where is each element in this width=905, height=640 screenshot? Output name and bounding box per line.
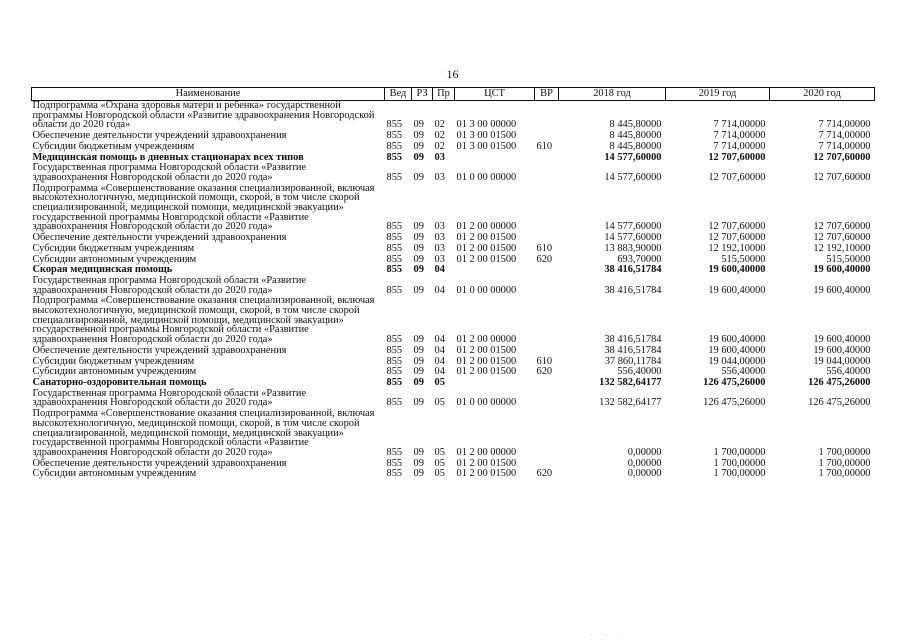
cell-name: Подпрограмма «Совершенствование оказания специализированной, включая высокотехнологичную, медицинской помощи, скорой, в том числе скорой специализированной, медицинской помощи, медицинской эвакуации» государственной программы Новгородской области «Развитие здравоохранения Новгородской области до 2020 года» xyxy=(32,408,375,458)
cell-pr: 04 xyxy=(434,366,445,378)
cell-ved: 855 xyxy=(386,457,403,469)
cell-pr: 04 xyxy=(434,284,445,296)
cell-ved: 855 xyxy=(386,468,403,480)
cell-name: Скорая медицинская помощь xyxy=(32,264,173,276)
cell-pr: 05 xyxy=(434,468,445,480)
cell-cst: 01 2 00 01500 xyxy=(456,457,517,469)
cell-2019: 19 600,40000 xyxy=(708,344,766,356)
cell-rz: 09 xyxy=(413,253,424,265)
cell-pr: 05 xyxy=(434,376,445,388)
cell-name: Государственная программа Новгородской области «Развитие здравоохранения Новгородской области до 2020 года» xyxy=(32,274,307,296)
cell-ved: 855 xyxy=(386,264,403,276)
cell-2019: 126 475,26000 xyxy=(703,376,766,388)
cell-ved: 855 xyxy=(386,232,403,244)
cell-rz: 09 xyxy=(413,457,424,469)
cell-pr: 04 xyxy=(434,355,445,367)
col-header-2018: 2018 год xyxy=(559,88,666,101)
cell-cst: 01 2 00 01500 xyxy=(456,242,517,254)
cell-rz: 09 xyxy=(413,376,424,388)
cell-2020: 7 714,00000 xyxy=(818,119,871,131)
cell-ved: 855 xyxy=(386,334,403,346)
cell-vr: 610 xyxy=(536,355,553,367)
cell-vr xyxy=(535,163,559,183)
cell-pr: 03 xyxy=(434,242,445,254)
cell-2020: 1 700,00000 xyxy=(818,446,871,458)
cell-ved: 855 xyxy=(386,253,403,265)
cell-2020: 556,40000 xyxy=(826,366,871,378)
cell-pr: 05 xyxy=(434,397,445,409)
cell-vr xyxy=(535,409,559,459)
cell-name: Субсидии бюджетным учреждениям xyxy=(32,355,195,367)
cell-rz: 09 xyxy=(413,130,424,142)
cell-rz: 09 xyxy=(413,171,424,183)
cell-ved: 855 xyxy=(386,171,403,183)
cell-cst xyxy=(455,378,535,389)
cell-2019: 12 192,10000 xyxy=(708,242,766,254)
cell-2019: 12 707,60000 xyxy=(708,171,766,183)
cell-rz: 09 xyxy=(413,140,424,152)
cell-name: Медицинская помощь в дневных стационарах всех типов xyxy=(32,151,304,163)
cell-2019: 7 714,00000 xyxy=(713,130,766,142)
cell-rz: 09 xyxy=(413,119,424,131)
table-row xyxy=(32,409,875,459)
cell-2018: 38 416,51784 xyxy=(604,284,662,296)
cell-vr xyxy=(535,153,559,164)
cell-rz: 09 xyxy=(413,334,424,346)
cell-vr xyxy=(535,184,559,234)
cell-2019: 12 707,60000 xyxy=(708,151,766,163)
cell-cst: 01 3 00 01500 xyxy=(456,130,517,142)
cell-2019: 19 600,40000 xyxy=(708,334,766,346)
cell-pr: 04 xyxy=(434,334,445,346)
cell-2019: 12 707,60000 xyxy=(708,221,766,233)
cell-2020: 126 475,26000 xyxy=(808,376,871,388)
cell-2018: 14 577,60000 xyxy=(604,221,662,233)
cell-cst: 01 2 00 01500 xyxy=(456,253,517,265)
cell-rz: 09 xyxy=(413,446,424,458)
cell-name: Государственная программа Новгородской области «Развитие здравоохранения Новгородской области до 2020 года» xyxy=(32,162,307,183)
cell-ved: 855 xyxy=(386,355,403,367)
cell-name: Субсидии бюджетным учреждениям xyxy=(32,140,195,152)
cell-2018: 132 582,64177 xyxy=(599,376,662,388)
cell-pr: 05 xyxy=(434,446,445,458)
cell-vr xyxy=(535,346,559,357)
cell-name: Государственная программа Новгородской области «Развитие здравоохранения Новгородской области до 2020 года» xyxy=(32,387,307,409)
cell-vr xyxy=(535,101,559,132)
cell-cst: 01 2 00 00000 xyxy=(456,334,517,346)
table-body xyxy=(32,101,875,481)
cell-2018: 8 445,80000 xyxy=(609,119,662,131)
cell-2020: 19 600,40000 xyxy=(813,334,871,346)
cell-cst: 01 3 00 00000 xyxy=(456,119,517,131)
cell-pr: 03 xyxy=(434,221,445,233)
cell-pr: 02 xyxy=(434,130,445,142)
cell-2020: 19 044,00000 xyxy=(813,355,871,367)
cell-name: Обеспечение деятельности учреждений здравоохранения xyxy=(32,130,287,142)
cell-pr: 02 xyxy=(434,119,445,131)
col-header-rz: РЗ xyxy=(412,88,433,101)
cell-pr: 02 xyxy=(434,140,445,152)
cell-2018: 693,70000 xyxy=(617,253,662,265)
cell-2019: 7 714,00000 xyxy=(713,119,766,131)
cell-rz: 09 xyxy=(413,397,424,409)
cell-rz: 09 xyxy=(413,366,424,378)
budget-table xyxy=(31,87,875,480)
cell-name: Обеспечение деятельности учреждений здравоохранения xyxy=(32,344,287,356)
cell-name: Обеспечение деятельности учреждений здравоохранения xyxy=(32,232,287,244)
col-header-2019: 2019 год xyxy=(666,88,770,101)
cell-ved: 855 xyxy=(386,376,403,388)
cell-2018: 0,00000 xyxy=(627,468,662,480)
cell-name: Подпрограмма «Совершенствование оказания специализированной, включая высокотехнологичную, медицинской помощи, скорой, в том числе скорой специализированной, медицинской помощи, медицинской эвакуации» государственной программы Новгородской области «Развитие здравоохранения Новгородской области до 2020 года» xyxy=(32,182,375,233)
cell-pr: 04 xyxy=(434,344,445,356)
cell-pr: 03 xyxy=(434,171,445,183)
cell-ved: 855 xyxy=(386,366,403,378)
cell-cst xyxy=(455,153,535,164)
cell-2019: 12 707,60000 xyxy=(708,232,766,244)
cell-name: Санаторно-оздоровительная помощь xyxy=(32,376,207,388)
cell-vr: 610 xyxy=(536,242,553,254)
cell-2018: 8 445,80000 xyxy=(609,140,662,152)
cell-ved: 855 xyxy=(386,446,403,458)
col-header-pr: Пр xyxy=(433,88,455,101)
table-row xyxy=(32,142,875,153)
cell-2019: 19 044,00000 xyxy=(708,355,766,367)
cell-pr: 05 xyxy=(434,457,445,469)
cell-2018: 132 582,64177 xyxy=(599,397,662,409)
cell-vr: 620 xyxy=(536,468,553,480)
scan-artifact: · · · xyxy=(590,633,629,639)
cell-rz: 09 xyxy=(413,344,424,356)
cell-2019: 556,40000 xyxy=(721,366,766,378)
cell-2018: 14 577,60000 xyxy=(604,151,662,163)
cell-cst: 01 2 00 01500 xyxy=(456,344,517,356)
cell-2018: 38 416,51784 xyxy=(604,334,662,346)
cell-2019: 1 700,00000 xyxy=(713,468,766,480)
cell-2018: 14 577,60000 xyxy=(604,232,662,244)
cell-2018: 8 445,80000 xyxy=(609,130,662,142)
cell-2020: 7 714,00000 xyxy=(818,140,871,152)
col-header-vr: ВР xyxy=(535,88,559,101)
cell-2019: 7 714,00000 xyxy=(713,140,766,152)
cell-vr: 620 xyxy=(536,253,553,265)
cell-2019: 1 700,00000 xyxy=(713,457,766,469)
cell-2018: 556,40000 xyxy=(617,366,662,378)
cell-ved: 855 xyxy=(386,344,403,356)
cell-2019: 515,50000 xyxy=(721,253,766,265)
col-header-2020: 2020 год xyxy=(770,88,875,101)
cell-rz: 09 xyxy=(413,242,424,254)
cell-ved: 855 xyxy=(386,140,403,152)
cell-cst: 01 0 00 00000 xyxy=(456,397,517,409)
cell-cst: 01 2 00 00000 xyxy=(456,446,517,458)
cell-name: Субсидии автономным учреждениям xyxy=(32,468,197,480)
cell-cst: 01 0 00 00000 xyxy=(456,284,517,296)
cell-2020: 1 700,00000 xyxy=(818,457,871,469)
col-header-name: Наименование xyxy=(32,88,385,101)
cell-vr xyxy=(535,276,559,296)
cell-ved: 855 xyxy=(386,119,403,131)
table-row xyxy=(32,389,875,409)
cell-name: Подпрограмма «Охрана здоровья матери и ребенка» государственной программы Новгородской области «Развитие здравоохранения Новгородской области до 2020 года» xyxy=(32,100,375,131)
cell-ved: 855 xyxy=(386,397,403,409)
cell-cst: 01 2 00 01500 xyxy=(456,366,517,378)
cell-rz: 09 xyxy=(413,221,424,233)
cell-vr: 610 xyxy=(536,140,553,152)
cell-2020: 19 600,40000 xyxy=(813,284,871,296)
cell-2020: 19 600,40000 xyxy=(813,264,871,276)
cell-2020: 126 475,26000 xyxy=(808,397,871,409)
cell-vr xyxy=(535,389,559,409)
cell-2020: 19 600,40000 xyxy=(813,344,871,356)
cell-vr xyxy=(535,378,559,389)
cell-ved: 855 xyxy=(386,130,403,142)
cell-vr xyxy=(535,265,559,276)
cell-cst: 01 2 00 01500 xyxy=(456,232,517,244)
cell-ved: 855 xyxy=(386,242,403,254)
table-row xyxy=(32,244,875,255)
cell-2019: 19 600,40000 xyxy=(708,284,766,296)
cell-rz: 09 xyxy=(413,468,424,480)
cell-rz: 09 xyxy=(413,264,424,276)
table-row xyxy=(32,276,875,296)
cell-vr xyxy=(535,296,559,346)
table-row xyxy=(32,469,875,480)
cell-2020: 12 707,60000 xyxy=(813,151,871,163)
col-header-ved: Вед xyxy=(385,88,412,101)
cell-pr: 03 xyxy=(434,151,445,163)
cell-cst: 01 3 00 01500 xyxy=(456,140,517,152)
cell-2020: 515,50000 xyxy=(826,253,871,265)
cell-name: Подпрограмма «Совершенствование оказания специализированной, включая высокотехнологичную, медицинской помощи, скорой, в том числе скорой специализированной, медицинской помощи, медицинской эвакуации» государственной программы Новгородской области «Развитие здравоохранения Новгородской области до 2020 года» xyxy=(32,295,375,346)
cell-ved: 855 xyxy=(386,221,403,233)
cell-2019: 126 475,26000 xyxy=(703,397,766,409)
cell-ved: 855 xyxy=(386,151,403,163)
cell-2018: 14 577,60000 xyxy=(604,171,662,183)
cell-name: Субсидии автономным учреждениям xyxy=(32,253,197,265)
table-row xyxy=(32,184,875,234)
cell-name: Субсидии автономным учреждениям xyxy=(32,366,197,378)
cell-cst: 01 0 00 00000 xyxy=(456,171,517,183)
cell-2018: 38 416,51784 xyxy=(604,344,662,356)
cell-vr: 620 xyxy=(536,366,553,378)
cell-2019: 19 600,40000 xyxy=(708,264,766,276)
table-header-row xyxy=(32,88,875,101)
table-row xyxy=(32,101,875,132)
cell-cst: 01 2 00 01500 xyxy=(456,468,517,480)
table-row xyxy=(32,346,875,357)
cell-2020: 12 192,10000 xyxy=(813,242,871,254)
cell-rz: 09 xyxy=(413,151,424,163)
cell-name: Обеспечение деятельности учреждений здравоохранения xyxy=(32,457,287,469)
cell-cst: 01 2 00 00000 xyxy=(456,221,517,233)
cell-2018: 0,00000 xyxy=(627,446,662,458)
cell-2018: 13 883,90000 xyxy=(604,242,662,254)
cell-2018: 0,00000 xyxy=(627,457,662,469)
cell-pr: 04 xyxy=(434,264,445,276)
cell-2020: 1 700,00000 xyxy=(818,468,871,480)
cell-2020: 12 707,60000 xyxy=(813,232,871,244)
cell-2019: 1 700,00000 xyxy=(713,446,766,458)
cell-2018: 38 416,51784 xyxy=(604,264,662,276)
cell-name: Субсидии бюджетным учреждениям xyxy=(32,242,195,254)
cell-pr: 03 xyxy=(434,253,445,265)
table-row xyxy=(32,163,875,183)
cell-ved: 855 xyxy=(386,284,403,296)
cell-2020: 12 707,60000 xyxy=(813,221,871,233)
cell-2020: 7 714,00000 xyxy=(818,130,871,142)
cell-rz: 09 xyxy=(413,232,424,244)
cell-2018: 37 860,11784 xyxy=(604,355,662,367)
cell-rz: 09 xyxy=(413,284,424,296)
col-header-cst: ЦСТ xyxy=(455,88,535,101)
page-number: 16 xyxy=(446,67,459,81)
cell-pr: 03 xyxy=(434,232,445,244)
cell-2020: 12 707,60000 xyxy=(813,171,871,183)
cell-cst: 01 2 00 01500 xyxy=(456,355,517,367)
cell-rz: 09 xyxy=(413,355,424,367)
table-row xyxy=(32,296,875,346)
cell-cst xyxy=(455,265,535,276)
